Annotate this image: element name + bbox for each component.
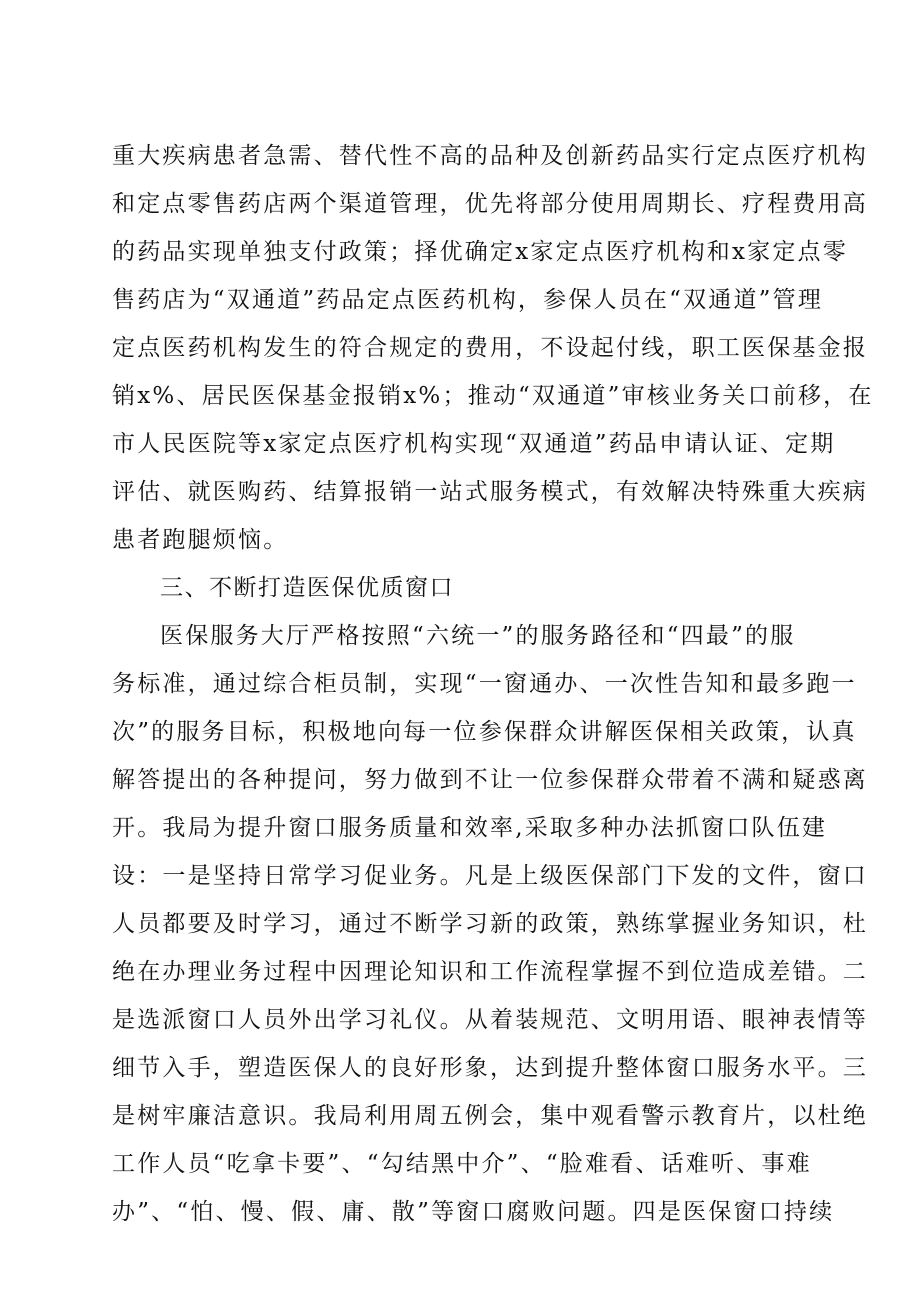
paragraph-line: 评估、就医购药、结算报销一站式服务模式，有效解决特殊重大疾病 [112,479,868,505]
paragraph-line: 开。我局为提升窗口服务质量和效率,采取多种办法抓窗口队伍建 [112,815,828,841]
paragraph-line: 患者跑腿烦恼。 [112,527,289,553]
paragraph-line: 定点医药机构发生的符合规定的费用，不设起付线，职工医保基金报 [112,335,868,361]
paragraph-line: 办”、“怕、慢、假、庸、散”等窗口腐败问题。四是医保窗口持续 [112,1199,835,1225]
paragraph-line: 销x%、居民医保基金报销x%；推动“双通道”审核业务关口前移，在 [112,383,874,409]
paragraph-line: 是树牢廉洁意识。我局利用周五例会，集中观看警示教育片，以杜绝 [112,1103,868,1129]
paragraph-line: 解答提出的各种提问，努力做到不让一位参保群众带着不满和疑惑离 [112,767,868,793]
paragraph-line: 绝在办理业务过程中因理论知识和工作流程掌握不到位造成差错。二 [112,959,868,985]
paragraph-line: 细节入手，塑造医保人的良好形象，达到提升整体窗口服务水平。三 [112,1055,868,1081]
paragraph-line: 是选派窗口人员外出学习礼仪。从着装规范、文明用语、眼神表情等 [112,1007,868,1033]
paragraph-line: 重大疾病患者急需、替代性不高的品种及创新药品实行定点医疗机构 [112,143,868,169]
paragraph-line: 务标准，通过综合柜员制，实现“一窗通办、一次性告知和最多跑一 [112,671,857,697]
paragraph-line: 的药品实现单独支付政策；择优确定x家定点医疗机构和x家定点零 [112,239,848,265]
paragraph-line: 次”的服务目标，积极地向每一位参保群众讲解医保相关政策，认真 [112,719,857,745]
paragraph-line: 市人民医院等x家定点医疗机构实现“双通道”药品申请认证、定期 [112,431,836,457]
paragraph-line: 工作人员“吃拿卡要”、“勾结黑中介”、“脸难看、话难听、事难 [112,1151,812,1177]
paragraph-line: 设：一是坚持日常学习促业务。凡是上级医保部门下发的文件，窗口 [112,863,868,889]
paragraph-line: 人员都要及时学习，通过不断学习新的政策，熟练掌握业务知识，杜 [112,911,868,937]
paragraph-line: 和定点零售药店两个渠道管理，优先将部分使用周期长、疗程费用高 [112,191,868,217]
section-heading: 三、不断打造医保优质窗口 [160,575,454,601]
paragraph-line: 售药店为“双通道”药品定点医药机构，参保人员在“双通道”管理 [112,287,824,313]
paragraph-line: 医保服务大厅严格按照“六统一”的服务路径和“四最”的服 [160,623,796,649]
